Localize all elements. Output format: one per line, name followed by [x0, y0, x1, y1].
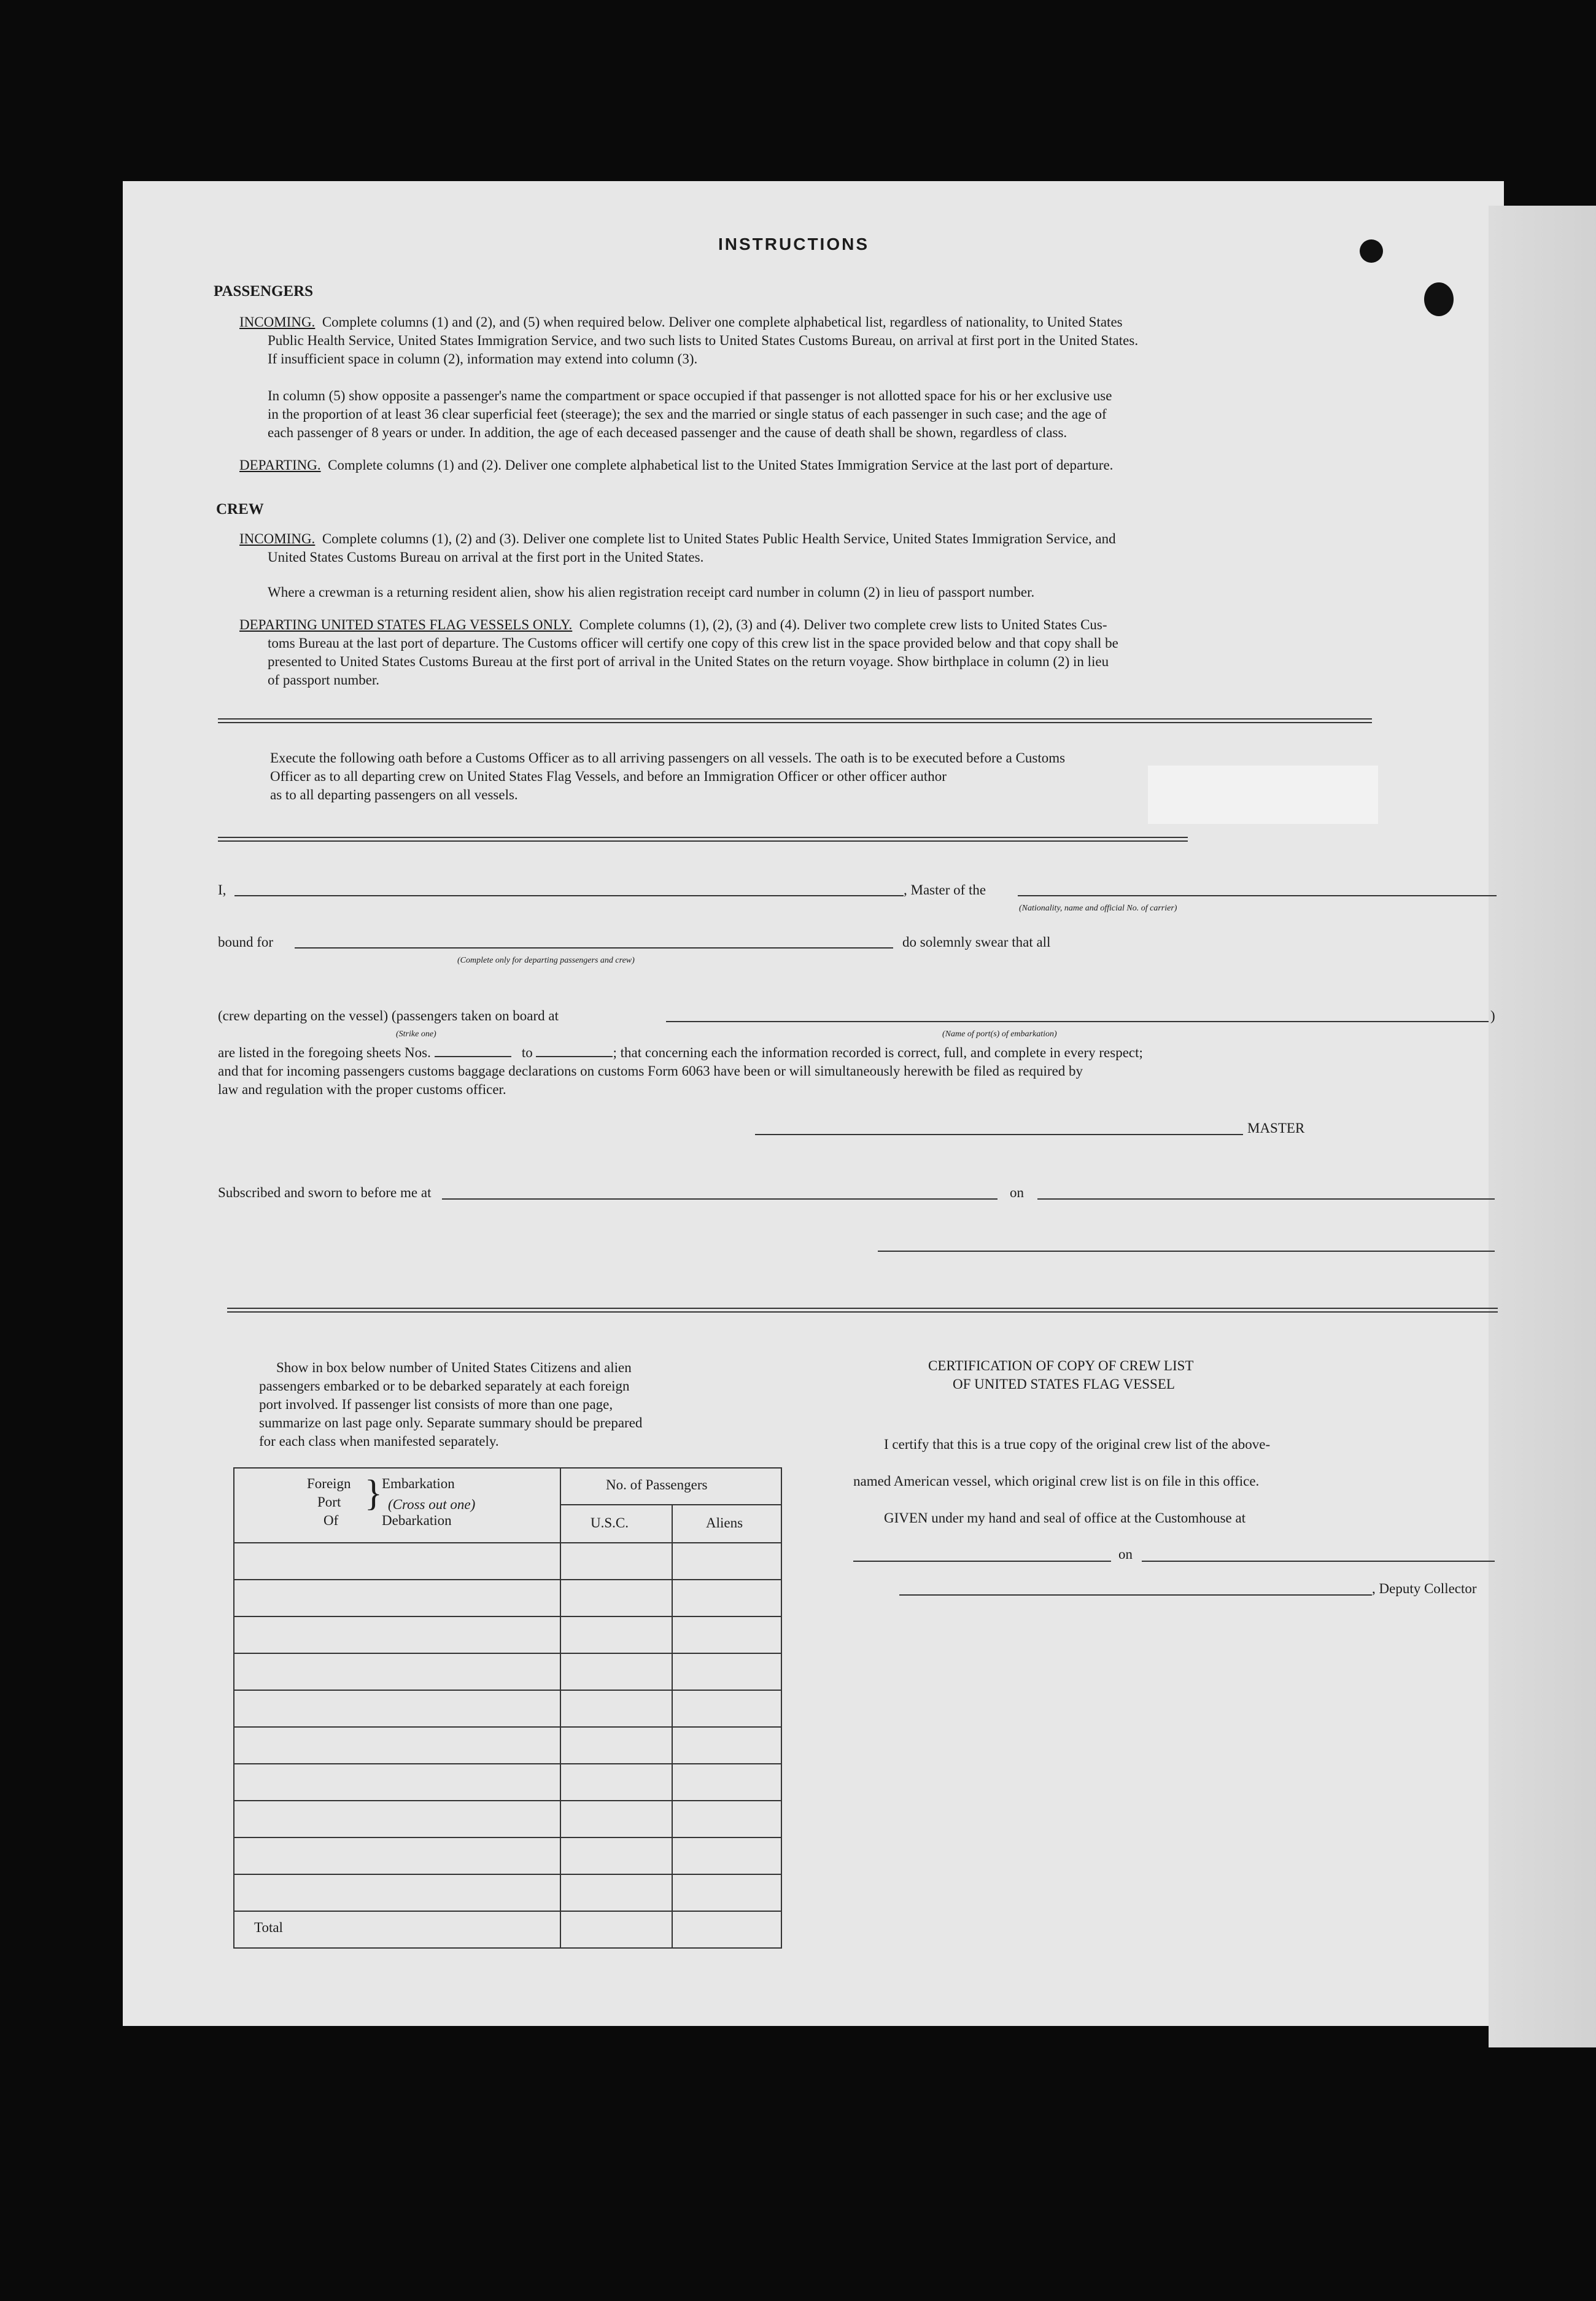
passengers-col5-text-1: In column (5) show opposite a passenger's name the compartment or space occupied if that passenger is not allotted space for his or her exclusive use: [268, 388, 1112, 403]
page-title: INSTRUCTIONS: [718, 235, 869, 254]
paper-patch: [1148, 766, 1378, 824]
bound-for-note: (Complete only for departing passengers and crew): [457, 956, 635, 965]
passengers-col5-text-2: in the proportion of at least 36 clear superficial feet (steerage); the sex and the married or single status of each passenger in such case; and the age of: [268, 406, 1107, 422]
crew-departing-label: DEPARTING UNITED STATES FLAG VESSELS ONLY.: [239, 617, 573, 632]
sheet-from-field[interactable]: [435, 1044, 511, 1057]
master-name-field[interactable]: [234, 895, 904, 896]
bound-for-label: bound for: [218, 934, 274, 950]
section-divider: [218, 837, 1188, 842]
certification-on-label: on: [1118, 1546, 1133, 1562]
crew-heading: CREW: [216, 501, 264, 518]
table-rule: [234, 1542, 781, 1543]
total-label: Total: [254, 1920, 283, 1935]
table-row[interactable]: [234, 1800, 781, 1801]
passengers-departing-line: [239, 456, 1113, 475]
table-rule: [560, 1504, 781, 1505]
certification-heading-2: OF UNITED STATES FLAG VESSEL: [953, 1376, 1175, 1392]
passengers-departing-text: Complete columns (1) and (2). Deliver one complete alphabetical list to the United States Immigration Service at the last port of departure.: [328, 457, 1114, 473]
certification-text-2: named American vessel, which original crew list is on file in this office.: [853, 1473, 1260, 1489]
summary-text-5: for each class when manifested separately.: [259, 1434, 499, 1449]
carrier-field[interactable]: [1018, 895, 1497, 896]
listed-text-b: ; that concerning each the information recorded is correct, full, and complete in every respect;: [613, 1045, 1143, 1060]
passengers-incoming-text: Complete columns (1) and (2), and (5) when required below. Deliver one complete alphabetical list, regardless of nationality, to United States: [322, 314, 1123, 330]
certification-heading-1: CERTIFICATION OF COPY OF CREW LIST: [928, 1358, 1194, 1373]
ink-blot: [1424, 282, 1454, 316]
subscribed-label: Subscribed and sworn to before me at: [218, 1185, 432, 1200]
passengers-incoming-text-2: Public Health Service, United States Immigration Service, and two such lists to United States Customs Bureau, on arrival at first port in the United States.: [268, 333, 1139, 348]
document-page: [123, 181, 1504, 2026]
crew-departing-text-2: toms Bureau at the last port of departure. The Customs officer will certify one copy of this crew list in the space provided below and that copy shall be: [268, 635, 1118, 651]
table-row[interactable]: [234, 1579, 781, 1580]
summary-text-2: passengers embarked or to be debarked separately at each foreign: [259, 1378, 630, 1394]
passengers-incoming-label: INCOMING.: [239, 314, 316, 330]
subscribed-on-label: on: [1010, 1185, 1024, 1200]
master-of-label: , Master of the: [904, 882, 986, 898]
section-divider: [218, 718, 1372, 723]
subscribed-date-field[interactable]: [1037, 1198, 1495, 1200]
passengers-incoming-text-3: If insufficient space in column (2), information may extend into column (3).: [268, 351, 698, 367]
col-foreign-1: Foreign: [307, 1476, 351, 1491]
table-row[interactable]: [234, 1911, 781, 1912]
deputy-signature-field[interactable]: [899, 1594, 1372, 1596]
certification-text-1: I certify that this is a true copy of the original crew list of the above-: [884, 1437, 1271, 1452]
col-usc: U.S.C.: [591, 1515, 629, 1531]
strike-note: (Strike one): [396, 1030, 436, 1039]
deputy-collector-label: , Deputy Collector: [1372, 1581, 1477, 1596]
col-aliens: Aliens: [706, 1515, 743, 1531]
crew-departing-line: [239, 616, 1107, 634]
table-row[interactable]: [234, 1837, 781, 1838]
col-foreign-3: Of: [323, 1513, 339, 1528]
port-note: (Name of port(s) of embarkation): [942, 1030, 1057, 1039]
section-divider: [227, 1308, 1498, 1313]
listed-text-a: are listed in the foregoing sheets Nos.: [218, 1045, 431, 1060]
table-rule: [560, 1469, 561, 1947]
bound-for-field[interactable]: [295, 947, 893, 949]
col-cross-note: (Cross out one): [388, 1497, 476, 1512]
crew-departing-text-4: of passport number.: [268, 672, 380, 688]
crew-incoming-text-2: United States Customs Bureau on arrival at the first port in the United States.: [268, 549, 704, 565]
oath-intro-2: Officer as to all departing crew on United States Flag Vessels, and before an Immigration Officer or other officer author: [270, 769, 947, 784]
col-embarkation: Embarkation: [382, 1476, 455, 1491]
summary-text-1: Show in box below number of United States Citizens and alien: [276, 1360, 632, 1375]
master-label: MASTER: [1247, 1120, 1305, 1136]
swear-text: do solemnly swear that all: [902, 934, 1051, 950]
officer-signature-field[interactable]: [878, 1251, 1495, 1252]
passengers-heading: PASSENGERS: [214, 283, 314, 300]
crew-resident-text: Where a crewman is a returning resident alien, show his alien registration receipt card number in column (2) in lieu of passport number.: [268, 584, 1035, 600]
crew-departing-text-3: presented to United States Customs Bureau at the first port of arrival in the United States on the return voyage. Show birthplace in column (2) in lieu: [268, 654, 1109, 669]
crew-incoming-line: [239, 530, 1116, 548]
master-signature-field[interactable]: [755, 1134, 1243, 1135]
certification-date-field[interactable]: [1142, 1561, 1495, 1562]
crew-departing-text: Complete columns (1), (2), (3) and (4). Deliver two complete crew lists to United States Cus-: [579, 617, 1107, 632]
close-paren: ): [1490, 1008, 1495, 1023]
passengers-incoming-line: [239, 313, 1123, 332]
brace-glyph: }: [365, 1473, 382, 1513]
crew-incoming-text: Complete columns (1), (2) and (3). Deliver one complete list to United States Public Health Service, United States Immigration Service, and: [322, 531, 1116, 546]
col-foreign-2: Port: [317, 1494, 341, 1510]
table-row[interactable]: [234, 1874, 781, 1875]
table-row[interactable]: [234, 1763, 781, 1764]
listed-text-3: law and regulation with the proper customs officer.: [218, 1082, 506, 1097]
embarkation-port-field[interactable]: [666, 1021, 1489, 1022]
subscribed-place-field[interactable]: [442, 1198, 998, 1200]
carrier-note: (Nationality, name and official No. of carrier): [1019, 904, 1177, 913]
table-row[interactable]: [234, 1653, 781, 1654]
crew-departing-option: (crew departing on the vessel) (passengers taken on board at: [218, 1008, 559, 1023]
underlying-sheet-edge: [1489, 206, 1596, 2047]
col-passengers: No. of Passengers: [606, 1477, 708, 1492]
ink-blot: [1360, 239, 1383, 263]
passengers-col5-text-3: each passenger of 8 years or under. In addition, the age of each deceased passenger and the cause of death shall be shown, regardless of class.: [268, 425, 1067, 440]
listed-line: [218, 1044, 1143, 1062]
oath-intro-1: Execute the following oath before a Customs Officer as to all arriving passengers on all vessels. The oath is to be executed before a Customs: [270, 750, 1066, 766]
listed-to: to: [521, 1045, 533, 1060]
oath-i-label: I,: [218, 882, 227, 898]
table-row[interactable]: [234, 1690, 781, 1691]
certification-text-3: GIVEN under my hand and seal of office at the Customhouse at: [884, 1510, 1246, 1526]
summary-text-3: port involved. If passenger list consists of more than one page,: [259, 1397, 613, 1412]
passengers-departing-label: DEPARTING.: [239, 457, 321, 473]
passenger-summary-table: [233, 1467, 782, 1949]
customhouse-field[interactable]: [853, 1561, 1111, 1562]
summary-text-4: summarize on last page only. Separate summary should be prepared: [259, 1415, 643, 1430]
sheet-to-field[interactable]: [536, 1044, 613, 1057]
table-row[interactable]: [234, 1616, 781, 1617]
oath-intro-3: as to all departing passengers on all vessels.: [270, 787, 518, 802]
listed-text-2: and that for incoming passengers customs baggage declarations on customs Form 6063 have been or will simultaneously herewith be filed as required by: [218, 1063, 1083, 1079]
table-row[interactable]: [234, 1726, 781, 1728]
crew-incoming-label: INCOMING.: [239, 531, 316, 546]
col-debarkation: Debarkation: [382, 1513, 452, 1528]
